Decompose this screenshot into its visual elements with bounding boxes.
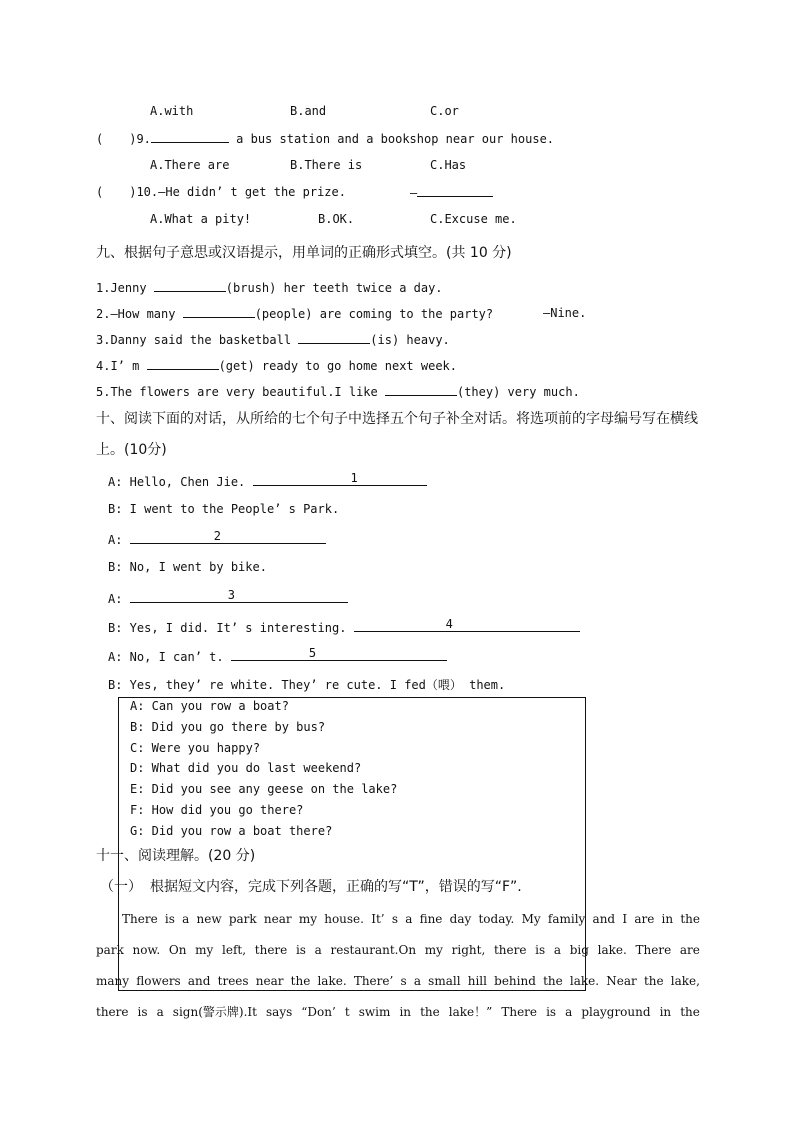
dialogue-line-6: B: Yes, I did. It’ s interesting. 4 [108,618,580,636]
passage-line-4: there is a sign(警示牌).It says “Don’ t swim in the lake！” There is a playground in the [96,1005,700,1019]
q10-answer-blank[interactable] [417,184,493,197]
q8-option-a: A.with [150,104,194,118]
section10-title-line2: 上。(10分) [96,442,167,458]
q8-option-b: B.and [290,104,327,118]
q10-reply: — [410,184,493,201]
q9-option-c: C.Has [430,158,467,172]
s9-item-3: 3.Danny said the basketball (is) heavy. [96,333,450,347]
dialogue-blank-3[interactable]: 3 [130,589,348,603]
dialogue-blank-5[interactable]: 5 [231,647,447,661]
dialogue-line-4: B: No, I went by bike. [108,560,267,574]
part1-label: （一） [100,879,142,895]
q9-question: ( )9. a bus station and a bookshop near our house. [96,132,555,146]
option-f: F: How did you go there? [130,803,304,817]
option-b: B: Did you go there by bus? [130,720,326,734]
dialogue-line-3: A: 2 [108,530,326,548]
s9-blank-5[interactable] [385,383,457,396]
q10-question: ( )10.—He didn’ t get the prize. [96,185,346,199]
q9-option-b: B.There is [290,158,363,172]
passage-line-3: many flowers and trees near the lake. There’ s a small hill behind the lake. Near the lake, [96,974,700,988]
s9-blank-3[interactable] [298,331,370,344]
dialogue-line-1: A: Hello, Chen Jie. 1 [108,472,427,490]
q9-answer-blank[interactable] [151,130,229,143]
dialogue-line-7: A: No, I can’ t. 5 [108,647,447,665]
q10-option-b: B.OK. [318,212,355,226]
q10-option-c: C.Excuse me. [430,212,517,226]
s9-item-2: 2.—How many (people) are coming to the party? [96,307,494,321]
dialogue-line-5: A: 3 [108,589,348,607]
dialogue-blank-4[interactable]: 4 [354,618,580,632]
q8-option-c: C.or [430,104,459,118]
dialogue-line-8: B: Yes, they’ re white. They’ re cute. I fed（喂） them. [108,678,506,692]
option-e: E: Did you see any geese on the lake? [130,782,398,796]
dialogue-line-2: B: I went to the People’ s Park. [108,502,340,516]
option-d: D: What did you do last weekend? [130,761,362,775]
s9-blank-1[interactable] [154,279,226,292]
s9-blank-2[interactable] [183,305,255,318]
passage-line-1: There is a new park near my house. It’ s a fine day today. My family and I are in the [122,912,700,926]
part1-instruction: 根据短文内容，完成下列各题，正确的写“T”，错误的写“F”. [150,879,522,895]
dialogue-blank-2[interactable]: 2 [130,530,326,544]
s9-item-1: 1.Jenny (brush) her teeth twice a day. [96,281,443,295]
q10-option-a: A.What a pity! [150,212,252,226]
dialogue-blank-1[interactable]: 1 [253,472,427,486]
option-g: G: Did you row a boat there? [130,824,333,838]
s9-blank-4[interactable] [147,357,219,370]
section11-title: 十一、阅读理解。(20 分) [96,848,256,864]
option-a: A: Can you row a boat? [130,699,289,713]
s9-item-4: 4.I’ m (get) ready to go home next week. [96,359,457,373]
section9-title: 九、根据句子意思或汉语提示，用单词的正确形式填空。(共 10 分) [96,245,512,261]
s9-item-2-answer: —Nine. [543,306,587,320]
section10-title-line1: 十、阅读下面的对话，从所给的七个句子中选择五个句子补全对话。将选项前的字母编号写在横线 [96,411,698,427]
q9-option-a: A.There are [150,158,230,172]
s9-item-5: 5.The flowers are very beautiful.I like (they) very much. [96,385,580,399]
passage-line-2: park now. On my left, there is a restaurant.On my right, there is a big lake. There are [96,943,700,957]
option-c: C: Were you happy? [130,741,261,755]
